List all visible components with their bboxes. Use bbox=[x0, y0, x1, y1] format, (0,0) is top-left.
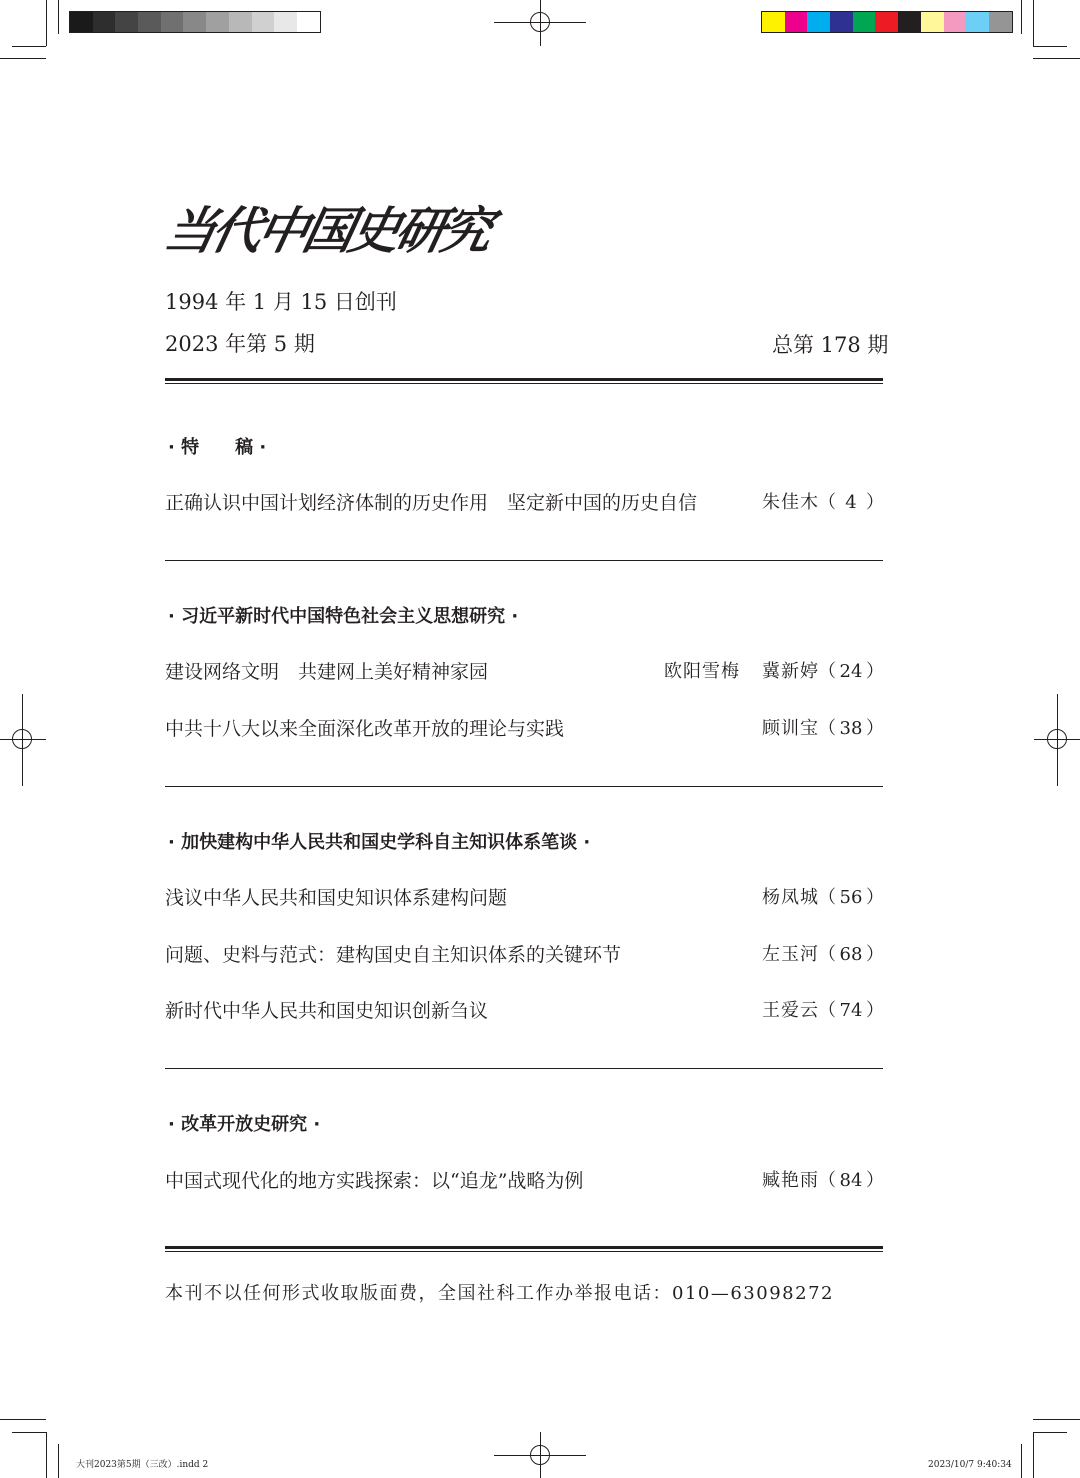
bracket-open: （ bbox=[818, 887, 836, 908]
section-title-knowledge-system: · 加快建构中华人民共和国史学科自主知识体系笔谈 · bbox=[168, 832, 591, 853]
bracket-close: ） bbox=[866, 887, 884, 908]
crop-mark bbox=[1033, 46, 1067, 47]
toc-article-title[interactable]: 正确认识中国计划经济体制的历史作用 坚定新中国的历史自信 bbox=[165, 492, 698, 514]
toc-article-author: 臧艳雨 bbox=[762, 1170, 819, 1191]
toc-article-title[interactable]: 中共十八大以来全面深化改革开放的理论与实践 bbox=[165, 718, 565, 740]
color-swatch bbox=[944, 12, 967, 32]
gray-swatch bbox=[138, 12, 161, 32]
color-bar bbox=[761, 11, 1013, 33]
bracket-close: ） bbox=[866, 944, 884, 965]
crop-mark bbox=[0, 58, 46, 59]
color-swatch bbox=[853, 12, 876, 32]
toc-article-author: 冀新婷 bbox=[762, 661, 819, 682]
bracket-close: ） bbox=[866, 718, 884, 739]
toc-page-number: 4 bbox=[845, 492, 857, 513]
toc-article-title[interactable]: 问题、史料与范式：建构国史自主知识体系的关键环节 bbox=[165, 944, 622, 966]
section-title-xi-thought: · 习近平新时代中国特色社会主义思想研究 · bbox=[168, 606, 519, 627]
crop-mark bbox=[58, 0, 59, 34]
toc-page-ref bbox=[818, 943, 884, 967]
fee-notice: 本刊不以任何形式收取版面费，全国社科工作办举报电话：010—63098272 bbox=[165, 1283, 834, 1304]
crop-mark bbox=[1033, 1419, 1080, 1420]
header-divider bbox=[165, 378, 883, 384]
color-swatch bbox=[830, 12, 853, 32]
toc-article-author: 顾训宝 bbox=[762, 718, 819, 739]
crop-mark bbox=[12, 1432, 46, 1433]
toc-article-author: 朱佳木 bbox=[762, 492, 819, 513]
color-swatch bbox=[966, 12, 989, 32]
gray-swatch bbox=[274, 12, 297, 32]
bracket-open: （ bbox=[818, 661, 836, 682]
registration-circle bbox=[1047, 729, 1067, 749]
bracket-open: （ bbox=[818, 492, 836, 513]
section-divider bbox=[165, 560, 883, 561]
toc-article-title[interactable]: 中国式现代化的地方实践探索：以“追龙”战略为例 bbox=[165, 1170, 584, 1192]
toc-page-number: 74 bbox=[839, 1000, 863, 1021]
toc-page-ref bbox=[818, 717, 884, 741]
toc-page-number: 38 bbox=[839, 718, 863, 739]
color-swatch bbox=[762, 12, 785, 32]
crop-mark bbox=[1021, 0, 1022, 34]
gray-swatch bbox=[297, 12, 320, 32]
section-title-reform-history: · 改革开放史研究 · bbox=[168, 1114, 321, 1135]
crop-mark bbox=[1033, 1432, 1034, 1478]
toc-page-ref bbox=[818, 660, 884, 684]
crop-mark bbox=[12, 46, 46, 47]
color-swatch bbox=[898, 12, 921, 32]
toc-page-number: 56 bbox=[839, 887, 863, 908]
issue-number: 2023 年第 5 期 bbox=[165, 332, 315, 356]
crop-mark bbox=[58, 1444, 59, 1478]
registration-circle bbox=[12, 729, 32, 749]
toc-page-ref bbox=[818, 1169, 884, 1193]
bracket-open: （ bbox=[818, 1170, 836, 1191]
section-divider bbox=[165, 1068, 883, 1069]
toc-article-author: 王爱云 bbox=[762, 1000, 819, 1021]
section-divider bbox=[165, 786, 883, 787]
crop-mark bbox=[46, 0, 47, 46]
total-issue-number: 总第 178 期 bbox=[772, 333, 889, 357]
bracket-open: （ bbox=[818, 944, 836, 965]
color-swatch bbox=[875, 12, 898, 32]
toc-article-title[interactable]: 建设网络文明 共建网上美好精神家园 bbox=[165, 661, 489, 683]
grayscale-bar bbox=[69, 11, 321, 33]
color-swatch bbox=[921, 12, 944, 32]
registration-circle bbox=[530, 1445, 550, 1465]
gray-swatch bbox=[183, 12, 206, 32]
toc-article-title[interactable]: 新时代中华人民共和国史知识创新刍议 bbox=[165, 1000, 489, 1022]
footer-divider bbox=[165, 1246, 883, 1252]
toc-article-author: 杨凤城 bbox=[762, 887, 819, 908]
founded-date: 1994 年 1 月 15 日创刊 bbox=[165, 290, 397, 314]
color-swatch bbox=[807, 12, 830, 32]
toc-page-ref bbox=[818, 491, 884, 515]
bracket-close: ） bbox=[866, 1170, 884, 1191]
section-title-special: · 特 稿 · bbox=[168, 437, 267, 458]
print-slug-timestamp: 2023/10/7 9:40:34 bbox=[928, 1460, 1012, 1470]
toc-page-number: 84 bbox=[839, 1170, 863, 1191]
bracket-close: ） bbox=[866, 661, 884, 682]
journal-masthead: 当代中国史研究 bbox=[159, 201, 495, 260]
crop-mark bbox=[0, 1419, 46, 1420]
toc-page-ref bbox=[818, 999, 884, 1023]
print-slug-file: 大刊2023第5期（三改）.indd 2 bbox=[76, 1460, 209, 1470]
toc-article-title[interactable]: 浅议中华人民共和国史知识体系建构问题 bbox=[165, 887, 508, 909]
crop-mark bbox=[1033, 1432, 1067, 1433]
gray-swatch bbox=[70, 12, 93, 32]
gray-swatch bbox=[206, 12, 229, 32]
gray-swatch bbox=[161, 12, 184, 32]
toc-page-ref bbox=[818, 886, 884, 910]
bracket-close: ） bbox=[866, 492, 884, 513]
toc-page-number: 68 bbox=[839, 944, 863, 965]
crop-mark bbox=[1033, 58, 1080, 59]
gray-swatch bbox=[229, 12, 252, 32]
gray-swatch bbox=[252, 12, 275, 32]
color-swatch bbox=[989, 12, 1012, 32]
crop-mark bbox=[1033, 0, 1034, 46]
crop-mark bbox=[46, 1432, 47, 1478]
bracket-close: ） bbox=[866, 1000, 884, 1021]
gray-swatch bbox=[115, 12, 138, 32]
registration-circle bbox=[530, 12, 550, 32]
gray-swatch bbox=[93, 12, 116, 32]
toc-article-coauthor: 欧阳雪梅 bbox=[664, 661, 740, 682]
toc-page-number: 24 bbox=[839, 661, 863, 682]
toc-article-author: 左玉河 bbox=[762, 944, 819, 965]
color-swatch bbox=[785, 12, 808, 32]
crop-mark bbox=[1021, 1444, 1022, 1478]
bracket-open: （ bbox=[818, 1000, 836, 1021]
bracket-open: （ bbox=[818, 718, 836, 739]
